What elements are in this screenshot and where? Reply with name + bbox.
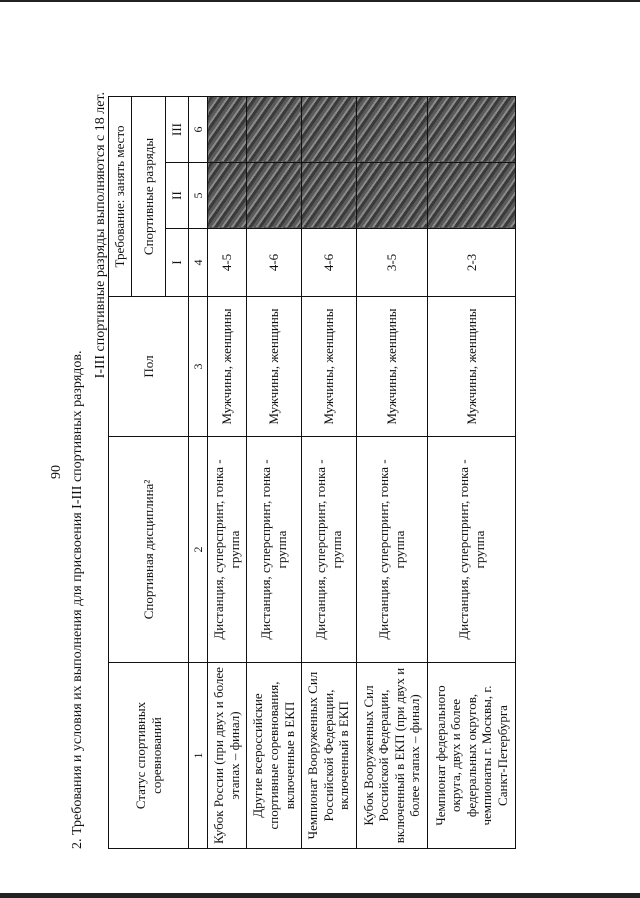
- table-row: [246, 96, 301, 848]
- table-header-row: [109, 96, 132, 848]
- gender-cell: Мужчины, женщины: [208, 297, 246, 437]
- shaded-cell: [246, 96, 301, 162]
- shaded-cell: [428, 96, 516, 162]
- status-cell: Чемпионат федерального округа, двух и более федеральных округов, чемпионаты г. Москвы, г. Санкт-Петербурга: [428, 663, 516, 849]
- rank-label: III: [166, 96, 189, 162]
- gender-cell: Мужчины, женщины: [301, 297, 356, 437]
- shaded-cell: [301, 96, 356, 162]
- table-row: [301, 96, 356, 848]
- scan-bottom-edge: [0, 893, 640, 898]
- shaded-cell: [301, 163, 356, 229]
- shaded-cell: [246, 163, 301, 229]
- rotated-page-content: [46, 92, 526, 852]
- page-number: 90: [49, 465, 64, 479]
- header-gender: Пол: [109, 297, 189, 437]
- header-discipline: Спортивная дисциплина²: [109, 437, 189, 663]
- rank-label: I: [166, 229, 189, 297]
- status-cell: Кубок России (при двух и более этапах – финал): [208, 663, 246, 849]
- status-cell: Другие всероссийские спортивные соревнования, включенные в ЕКП: [246, 663, 301, 849]
- column-number: 1: [189, 663, 208, 849]
- table-row: [208, 96, 246, 848]
- discipline-cell: Дистанция, суперспринт, гонка - группа: [246, 437, 301, 663]
- rank-label: II: [166, 163, 189, 229]
- shaded-cell: [208, 163, 246, 229]
- header-ranks: Спортивные разряды: [132, 96, 166, 296]
- discipline-cell: Дистанция, суперспринт, гонка - группа: [301, 437, 356, 663]
- gender-cell: Мужчины, женщины: [356, 297, 427, 437]
- column-number: 3: [189, 297, 208, 437]
- shaded-cell: [428, 163, 516, 229]
- rank-i-cell: 2-3: [428, 229, 516, 297]
- section-heading: 2. Требования и условия их выполнения для присвоения I-III спортивных разрядов.: [70, 350, 85, 849]
- column-number: 6: [189, 96, 208, 162]
- rank-i-cell: 3-5: [356, 229, 427, 297]
- table-row: [356, 96, 427, 848]
- column-number: 4: [189, 229, 208, 297]
- table-row: [428, 96, 516, 848]
- shaded-cell: [208, 96, 246, 162]
- rank-i-cell: 4-5: [208, 229, 246, 297]
- column-number-row: [189, 96, 208, 848]
- column-number: 2: [189, 437, 208, 663]
- rank-i-cell: 4-6: [301, 229, 356, 297]
- rank-i-cell: 4-6: [246, 229, 301, 297]
- status-cell: Кубок Вооруженных Сил Российской Федерации, включенный в ЕКП (при двух и более этапах – финал): [356, 663, 427, 849]
- header-requirement: Требование: занять место: [109, 96, 132, 296]
- column-number: 5: [189, 163, 208, 229]
- shaded-cell: [356, 96, 427, 162]
- requirements-table: [108, 96, 516, 849]
- scan-top-edge: [0, 0, 640, 2]
- gender-cell: Мужчины, женщины: [246, 297, 301, 437]
- discipline-cell: Дистанция, суперспринт, гонка - группа: [428, 437, 516, 663]
- discipline-cell: Дистанция, суперспринт, гонка - группа: [356, 437, 427, 663]
- header-status: Статус спортивных соревнований: [109, 663, 189, 849]
- discipline-cell: Дистанция, суперспринт, гонка - группа: [208, 437, 246, 663]
- age-requirement-note: I-III спортивные разряды выполняются с 18 лет.: [93, 92, 108, 379]
- status-cell: Чемпионат Вооруженных Сил Российской Федерации, включенный в ЕКП: [301, 663, 356, 849]
- shaded-cell: [356, 163, 427, 229]
- gender-cell: Мужчины, женщины: [428, 297, 516, 437]
